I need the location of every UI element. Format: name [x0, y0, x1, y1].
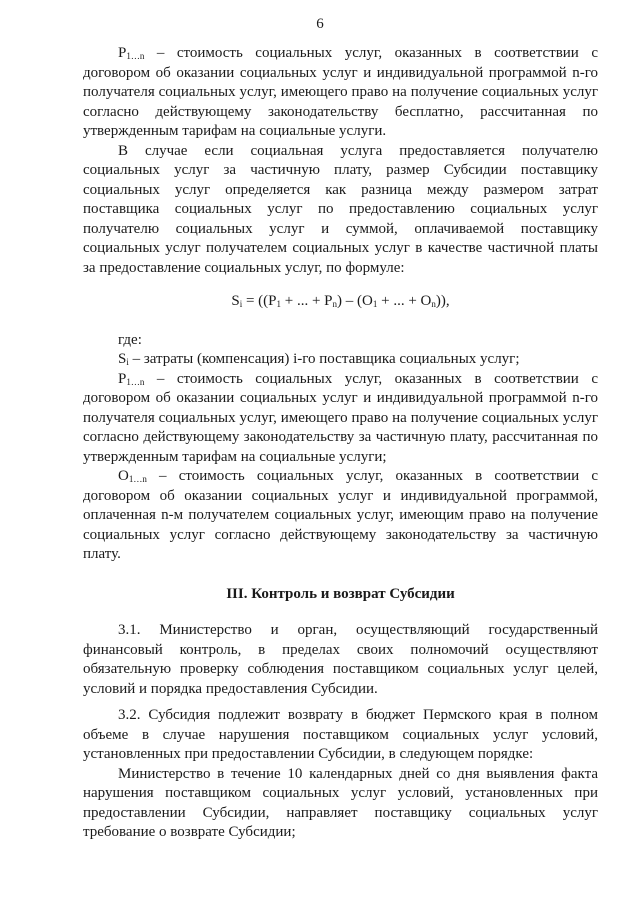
page-number: 6 [316, 16, 324, 32]
formula-subscript: 1 [372, 299, 378, 309]
document-body [83, 44, 598, 843]
formula-part: ) – (O [337, 293, 373, 309]
symbol-p: P [118, 370, 127, 387]
symbol-s: S [118, 351, 127, 367]
formula-subscript: n [431, 299, 436, 309]
symbol-p-subscript: 1…n [126, 51, 145, 61]
formula-part: + ... + O [377, 293, 432, 309]
paragraph-o-definition [83, 467, 598, 565]
symbol-o-subscript: 1…n [128, 474, 147, 484]
symbol-p-subscript: 1…n [126, 376, 145, 387]
formula [83, 292, 598, 312]
formula-part: + ... + P [281, 293, 333, 309]
paragraph-p-cost-free [83, 44, 598, 142]
formula-symbol-s: S [231, 293, 240, 309]
paragraph-text: – затраты (компенсация) i-го поставщика социальных услуг; [128, 351, 520, 367]
paragraph-p-definition [83, 370, 598, 468]
paragraph-si-definition [83, 350, 598, 370]
paragraph-where: где: [118, 331, 142, 348]
paragraph-text: – стоимость социальных услуг, оказанных в соответствии с договором об оказании социальных услуг и индивидуальной программой n-го получателя социальных услуг, имеющего право на получение социальных услуг согласно действующему законодательству за частичную плату, рассчитанная по утвержденным тарифам на социальные услуги; [83, 370, 598, 465]
symbol-p: P [118, 45, 127, 61]
section-heading: III. Контроль и возврат Субсидии [226, 585, 455, 602]
paragraph-text: – стоимость социальных услуг, оказанных в соответствии с договором об оказании социальных услуг и индивидуальной программой n-го получателя социальных услуг, имеющего право на получение социальных услуг согласно действующему законодательству бесплатно, рассчитанная по утвержденным тарифам на социальные услуги. [83, 45, 598, 139]
paragraph-partial-payment: В случае если социальная услуга предоставляется получателю социальных услуг за частичную плату, размер Субсидии поставщику социальных услуг определяется как разница между размером затрат поставщика социальных услуг по предоставлению социальных услуг получателю социальных услуг и суммой, оплачиваемой поставщику социальных услуг получателем социальных услуг в качестве частичной платы за предоставление социальных услуг, по формуле: [83, 142, 598, 276]
formula-part: = ((P [242, 293, 277, 309]
section-3-2: 3.2. Субсидия подлежит возврату в бюджет Пермского края в полном объеме в случае нарушения поставщиком социальных услуг условий, установленных при предоставлении Субсидии, в следующем порядке: [83, 707, 598, 762]
symbol-s-subscript: i [126, 357, 129, 367]
symbol-o: O [118, 468, 129, 484]
section-3-1: 3.1. Министерство и орган, осуществляющий государственный финансовый контроль, в пределах своих полномочий осуществляют обязательную проверку соблюдения поставщиком социальных услуг целей, условий и порядка предоставления Субсидии. [83, 622, 598, 697]
formula-part: )), [435, 293, 450, 309]
formula-subscript: n [332, 299, 338, 309]
paragraph-text: – стоимость социальных услуг, оказанных в соответствии с договором об оказании социальных услуг и индивидуальной программой, оплаченная n-м получателем социальных услуг, имеющим право на получение социальных услуг согласно действующему законодательству за частичную плату. [83, 468, 598, 562]
formula-subscript: i [239, 299, 243, 309]
paragraph-ministry-notice: Министерство в течение 10 календарных дней со дня выявления факта нарушения поставщиком социальных услуг условий, установленных при предоставлении Субсидии, направляет поставщику социальных услуг требование о возврате Субсидии; [83, 765, 598, 840]
formula-subscript: 1 [276, 299, 282, 309]
